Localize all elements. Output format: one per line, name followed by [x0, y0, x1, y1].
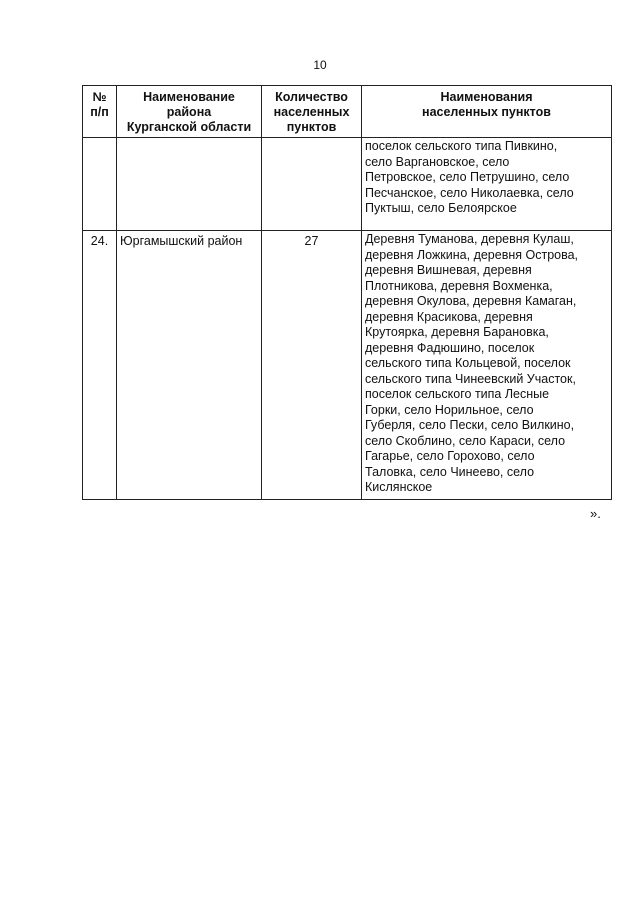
district-name: Юргамышский район	[117, 231, 262, 500]
header-count: Количество населенных пунктов	[262, 86, 362, 138]
settlement-names: поселок сельского типа Пивкино, село Варгановское, село Петровское, село Петрушино, село Песчанское, село Николаевка, село Пуктыш, село Белоярское	[362, 138, 612, 231]
header-settlement-names: Наименования населенных пунктов	[362, 86, 612, 138]
row-number: 24.	[83, 231, 117, 500]
settlement-count	[262, 138, 362, 231]
header-number: № п/п	[83, 86, 117, 138]
table-row	[83, 231, 612, 500]
district-name	[117, 138, 262, 231]
table-row	[83, 138, 612, 231]
settlement-count: 27	[262, 231, 362, 500]
row-number	[83, 138, 117, 231]
table-header-row	[83, 86, 612, 138]
settlements-table	[82, 85, 612, 500]
settlement-names: Деревня Туманова, деревня Кулаш, деревня Ложкина, деревня Острова, деревня Вишневая, деревня Плотникова, деревня Вохменка, деревня Окулова, деревня Камаган, деревня Красикова, деревня Крутоярка, деревня Барановка, деревня Фадюшино, поселок сельского типа Кольцевой, поселок сельского типа Чинеевский Участок, поселок сельского типа Лесные Горки, село Норильное, село Губерля, село Пески, село Вилкино, село Скоблино, село Караси, село Гагарье, село Горохово, село Таловка, село Чинеево, село Кислянское	[362, 231, 612, 500]
header-district: Наименование района Курганской области	[117, 86, 262, 138]
closing-quote-mark: ».	[590, 506, 601, 521]
page-number: 10	[313, 58, 327, 72]
